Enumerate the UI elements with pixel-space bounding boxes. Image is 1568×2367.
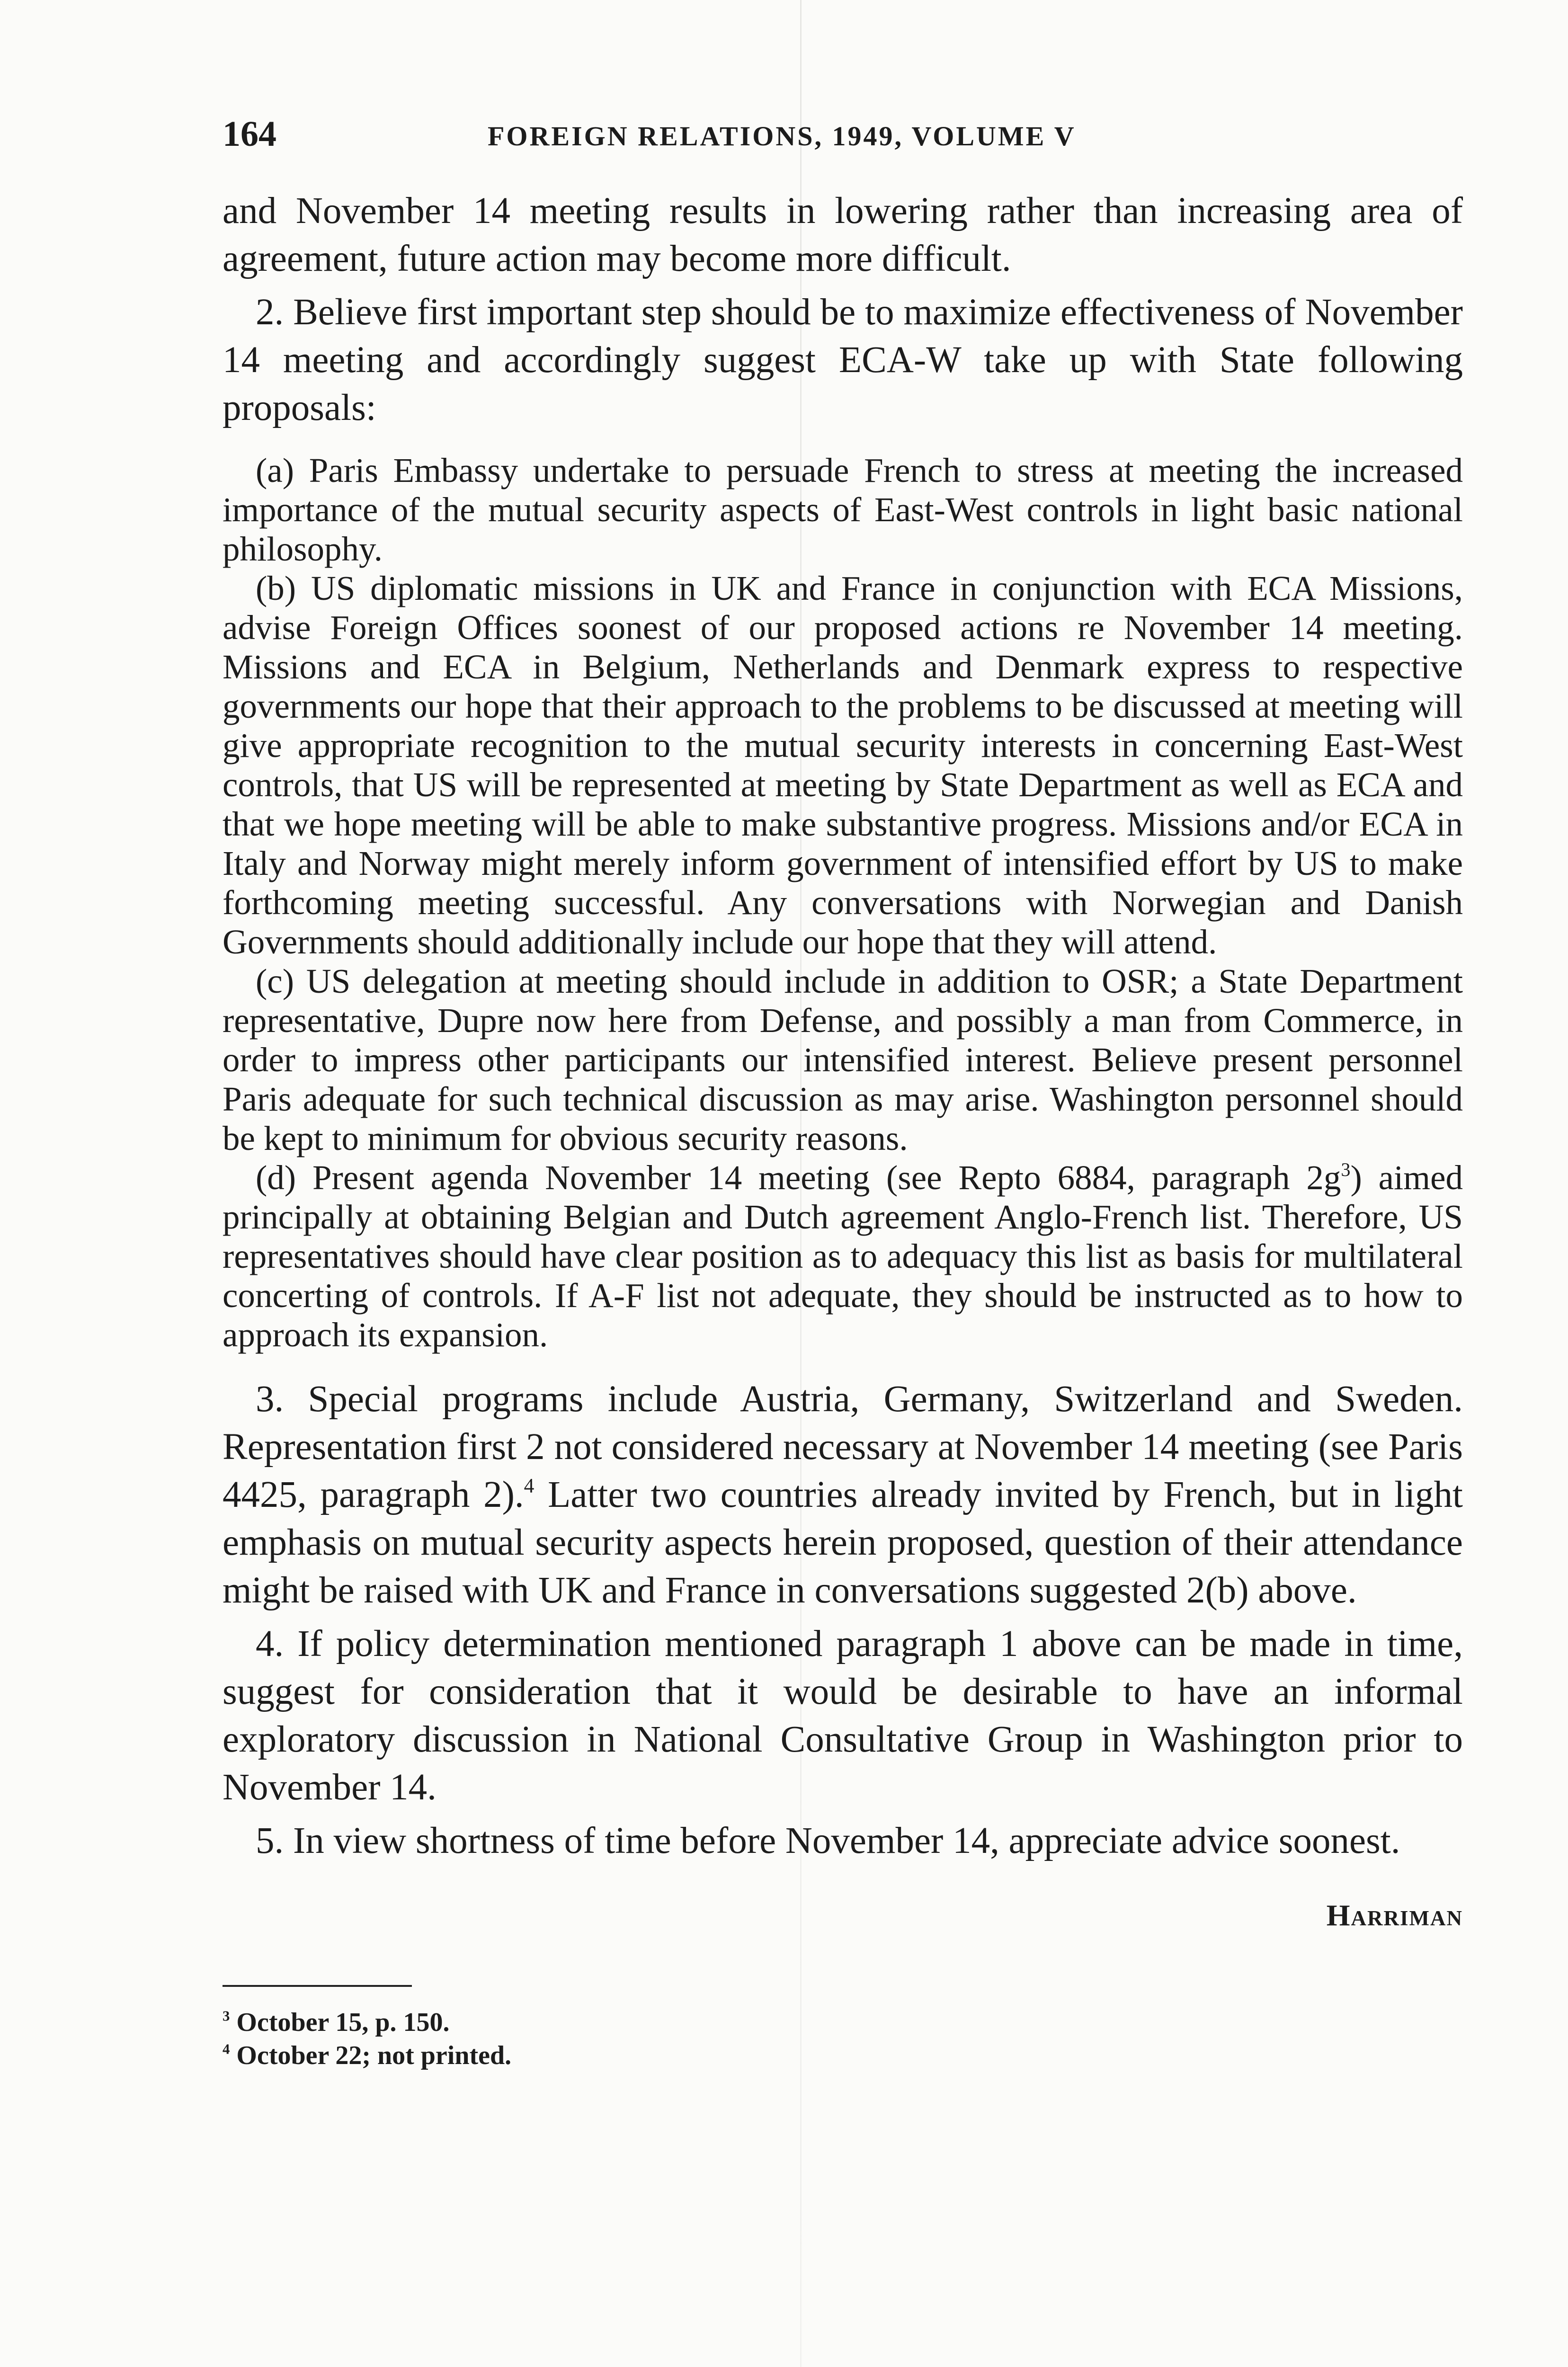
footnote-ref-3: 3	[1341, 1158, 1351, 1180]
paragraph-3	[223, 1375, 1463, 1614]
paragraph-3-text-a: 3. Special programs include Austria, Germany, Switzerland and Sweden. Representation first 2 not considered necessary at November 14 meeting (see Paris 4425, paragraph 2).	[223, 1379, 1463, 1515]
footnotes	[223, 2006, 1463, 2072]
subparagraph-2a: (a) Paris Embassy undertake to persuade French to stress at meeting the increased importance of the mutual security aspects of East-West controls in light basic national philosophy.	[223, 451, 1463, 568]
footnote-text-4: October 22; not printed.	[236, 2041, 512, 2070]
paragraph-3-text-b: Latter two countries already invited by French, but in light emphasis on mutual security aspects herein proposed, question of their attendance might be raised with UK and France in conversations suggested 2(b) above.	[223, 1474, 1463, 1611]
signature: Harriman	[1326, 1898, 1463, 1932]
subparagraph-2d-text-b: ) aimed principally at obtaining Belgian and Dutch agreement Anglo-French list. Therefore, US representatives should have clear position as to adequacy this list as basis for multilateral concerting of controls. If A-F list not adequate, they should be instructed as to how to approach its expansion.	[223, 1158, 1463, 1354]
footnote-rule	[223, 1985, 412, 1987]
subparagraph-2b: (b) US diplomatic missions in UK and France in conjunction with ECA Missions, advise Foreign Offices soonest of our proposed actions re November 14 meeting. Missions and ECA in Belgium, Netherlands and Denmark express to respective governments our hope that their approach to the problems to be discussed at meeting will give appropriate recognition to the mutual security interests in concerning East-West controls, that US will be represented at meeting by State Department as well as ECA and that we hope meeting will be able to make substantive progress. Missions and/or ECA in Italy and Norway might merely inform government of intensified effort by US to make forthcoming meeting successful. Any conversations with Norwegian and Danish Governments should additionally include our hope that they will attend.	[223, 569, 1463, 961]
signature-block	[223, 1898, 1463, 1933]
footnote-4	[223, 2039, 1463, 2072]
paragraph-intro: and November 14 meeting results in lowering rather than increasing area of agreement, future action may become more difficult.	[223, 190, 1463, 279]
subparagraph-2c: (c) US delegation at meeting should include in addition to OSR; a State Department representative, Dupre now here from Defense, and possibly a man from Commerce, in order to impress other participants our intensified interest. Believe present personnel Paris adequate for such technical discussion as may arise. Washington personnel should be kept to minimum for obvious security reasons.	[223, 962, 1463, 1157]
footnote-mark-3: 3	[223, 2008, 230, 2024]
page-number: 164	[223, 114, 276, 154]
running-head: FOREIGN RELATIONS, 1949, VOLUME V	[488, 121, 1076, 151]
footnote-mark-4: 4	[223, 2041, 230, 2057]
subparagraph-2d	[223, 1158, 1463, 1354]
footnote-3	[223, 2006, 1463, 2039]
subparagraph-2d-text-a: (d) Present agenda November 14 meeting (see Repto 6884, paragraph 2g	[256, 1158, 1341, 1197]
footnote-text-3: October 15, p. 150.	[236, 2008, 450, 2037]
paragraph-4: 4. If policy determination mentioned paragraph 1 above can be made in time, suggest for consideration that it would be desirable to have an informal exploratory discussion in National Consultative Group in Washington prior to November 14.	[223, 1623, 1463, 1808]
paragraph-5: 5. In view shortness of time before November 14, appreciate advice soonest.	[256, 1820, 1400, 1861]
document-body	[223, 187, 1463, 2072]
footnote-ref-4: 4	[524, 1474, 535, 1497]
paragraph-2: 2. Believe first important step should be to maximize effectiveness of November 14 meeting and accordingly suggest ECA-W take up with State following proposals:	[223, 292, 1463, 428]
page-header	[223, 114, 1463, 156]
